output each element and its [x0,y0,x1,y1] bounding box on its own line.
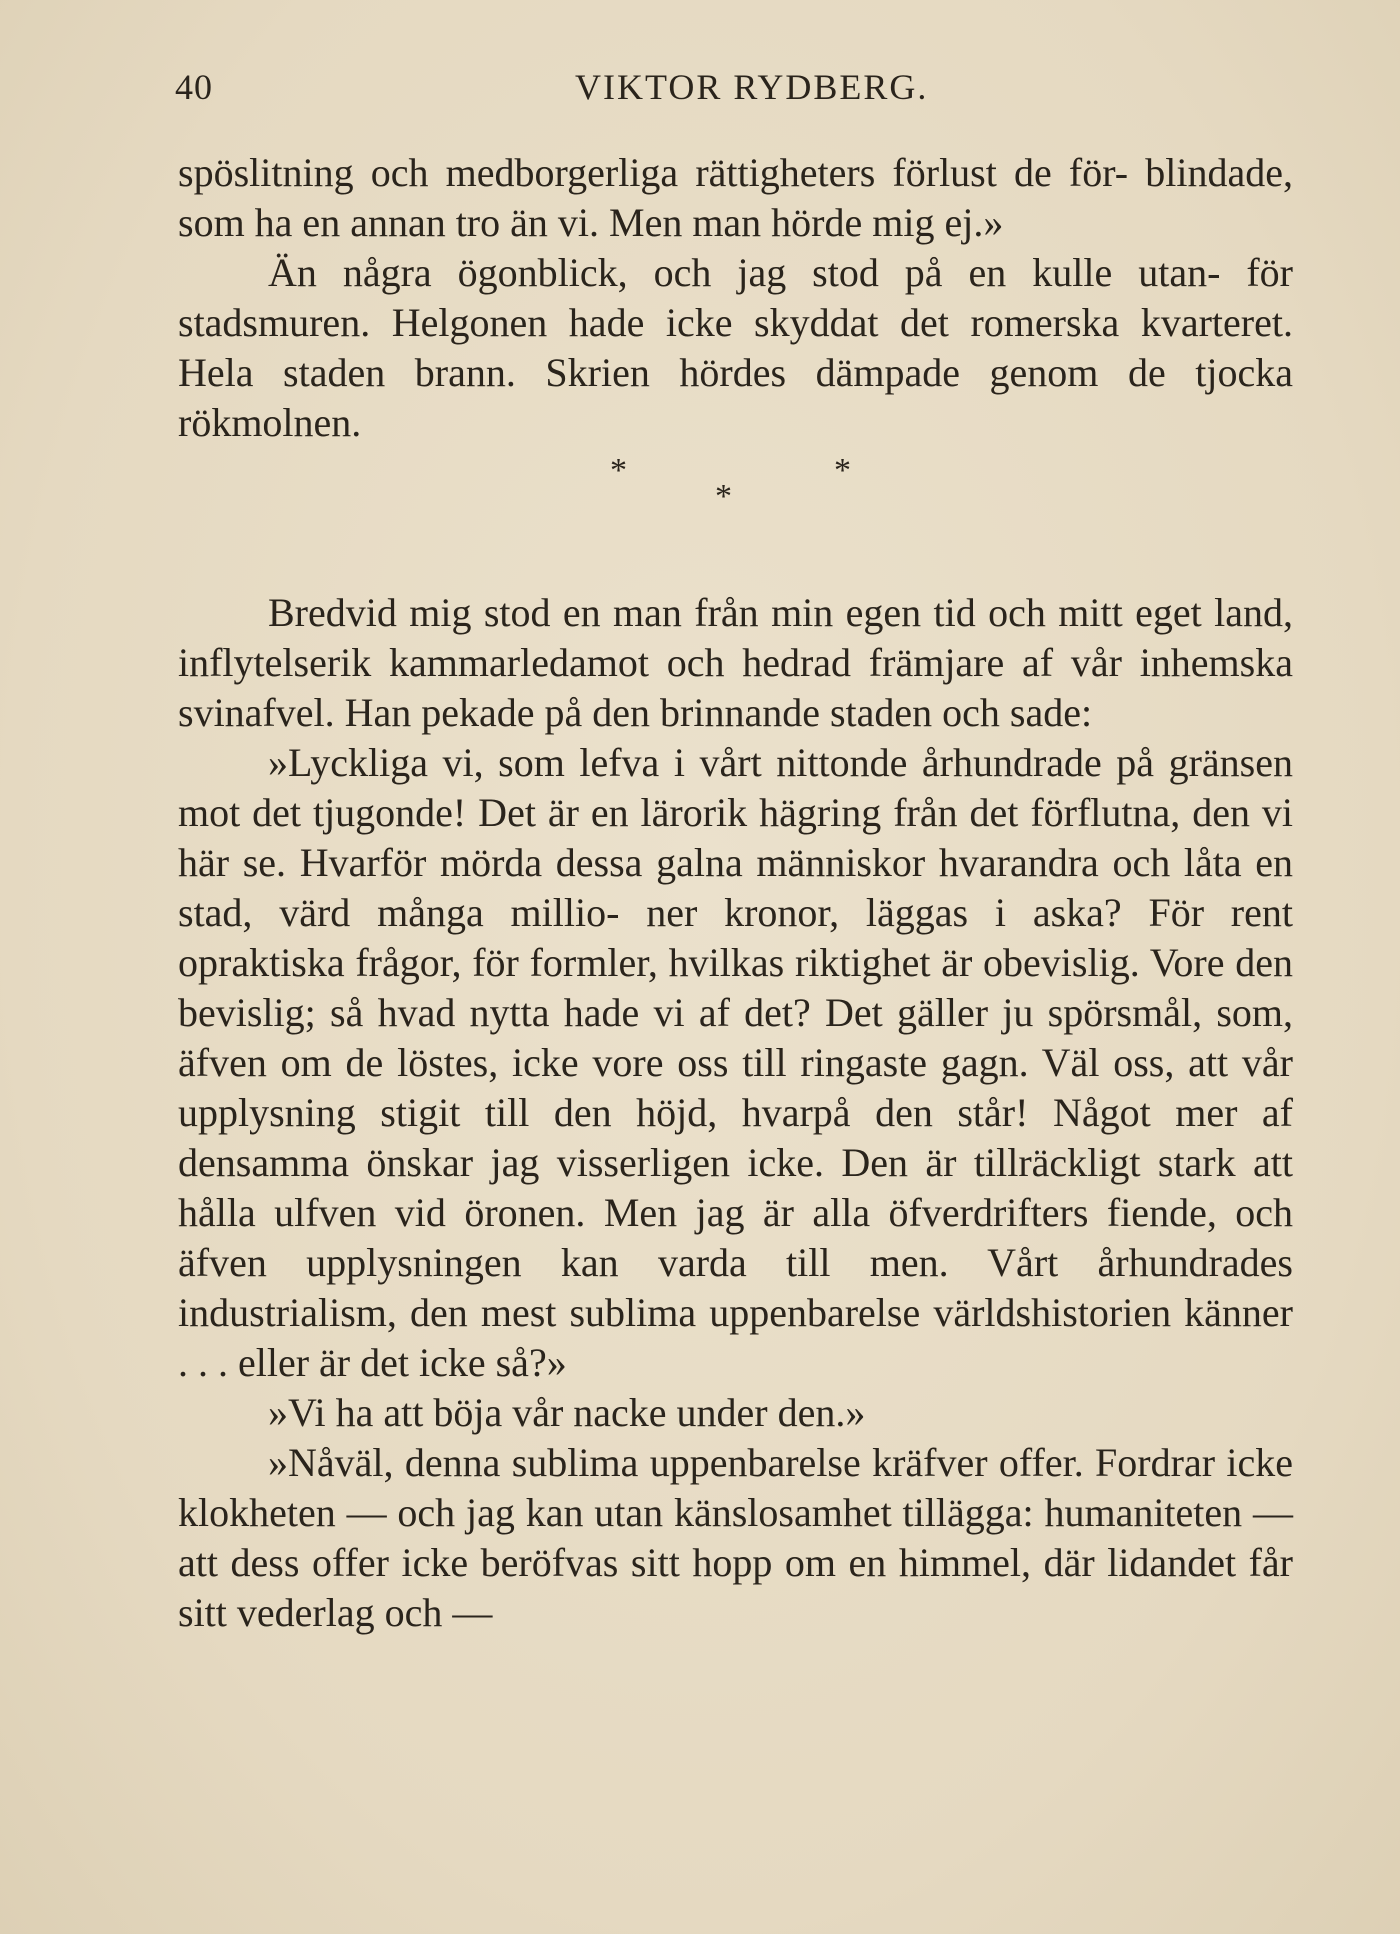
paragraph-continued: spöslitning och medborgerliga rättigheters förlust de för- blindade, som ha en annan tro än vi. Men man hörde mig ej.» [178,150,1293,245]
section-break-asterism [178,448,1293,588]
paragraph-vi-ha: »Vi ha att böja vår nacke under den.» [268,1390,866,1435]
paragraph-navael: »Nåväl, denna sublima uppenbarelse kräfver offer. Fordrar icke klokheten — och jag kan utan känslosamhet tillägga: humaniteten — att dess offer icke beröfvas sitt hopp om en himmel, där lidandet får sitt vederlag och — [178,1440,1293,1635]
asterisk-right: * [834,452,851,489]
page-number: 40 [175,67,213,107]
asterisk-middle: * [715,478,732,515]
paragraph-hill: Än några ögonblick, och jag stod på en kulle utan- för stadsmuren. Helgonen hade icke skyddat det romerska kvarteret. Hela staden brann. Skrien hördes dämpade genom de tjocka rökmolnen. [178,250,1293,445]
paragraph-bredvid: Bredvid mig stod en man från min egen tid och mitt eget land, inflytelserik kammarledamot och hedrad främjare af vår inhemska svinafvel. Han pekade på den brinnande staden och sade: [178,590,1293,735]
body-text [178,148,1293,1638]
running-title: VIKTOR RYDBERG. [575,67,929,107]
paragraph-lyckliga: »Lyckliga vi, som lefva i vårt nittonde århundrade på gränsen mot det tjugonde! Det är en lärorik hägring från det förflutna, den vi här se. Hvarför mörda dessa galna människor hvarandra och låta en stad, värd många millio- ner kronor, läggas i aska? För rent opraktiska frågor, för formler, hvilkas riktighet är obevislig. Vore den bevislig; så hvad nytta hade vi af det? Det gäller ju spörsmål, som, äfven om de löstes, icke vore oss till ringaste gagn. Väl oss, att vår upplysning stigit till den höjd, hvarpå den står! Något mer af densamma önskar jag visserligen icke. Den är tillräckligt stark att hålla ulfven vid öronen. Men jag är alla öfverdrifters fiende, och äfven upplysningen kan varda till men. Vårt århundrades industrialism, den mest sublima uppenbarelse världshistorien känner . . . eller är det icke så?» [178,740,1293,1385]
running-head [175,66,1295,116]
asterisk-left: * [610,452,627,489]
